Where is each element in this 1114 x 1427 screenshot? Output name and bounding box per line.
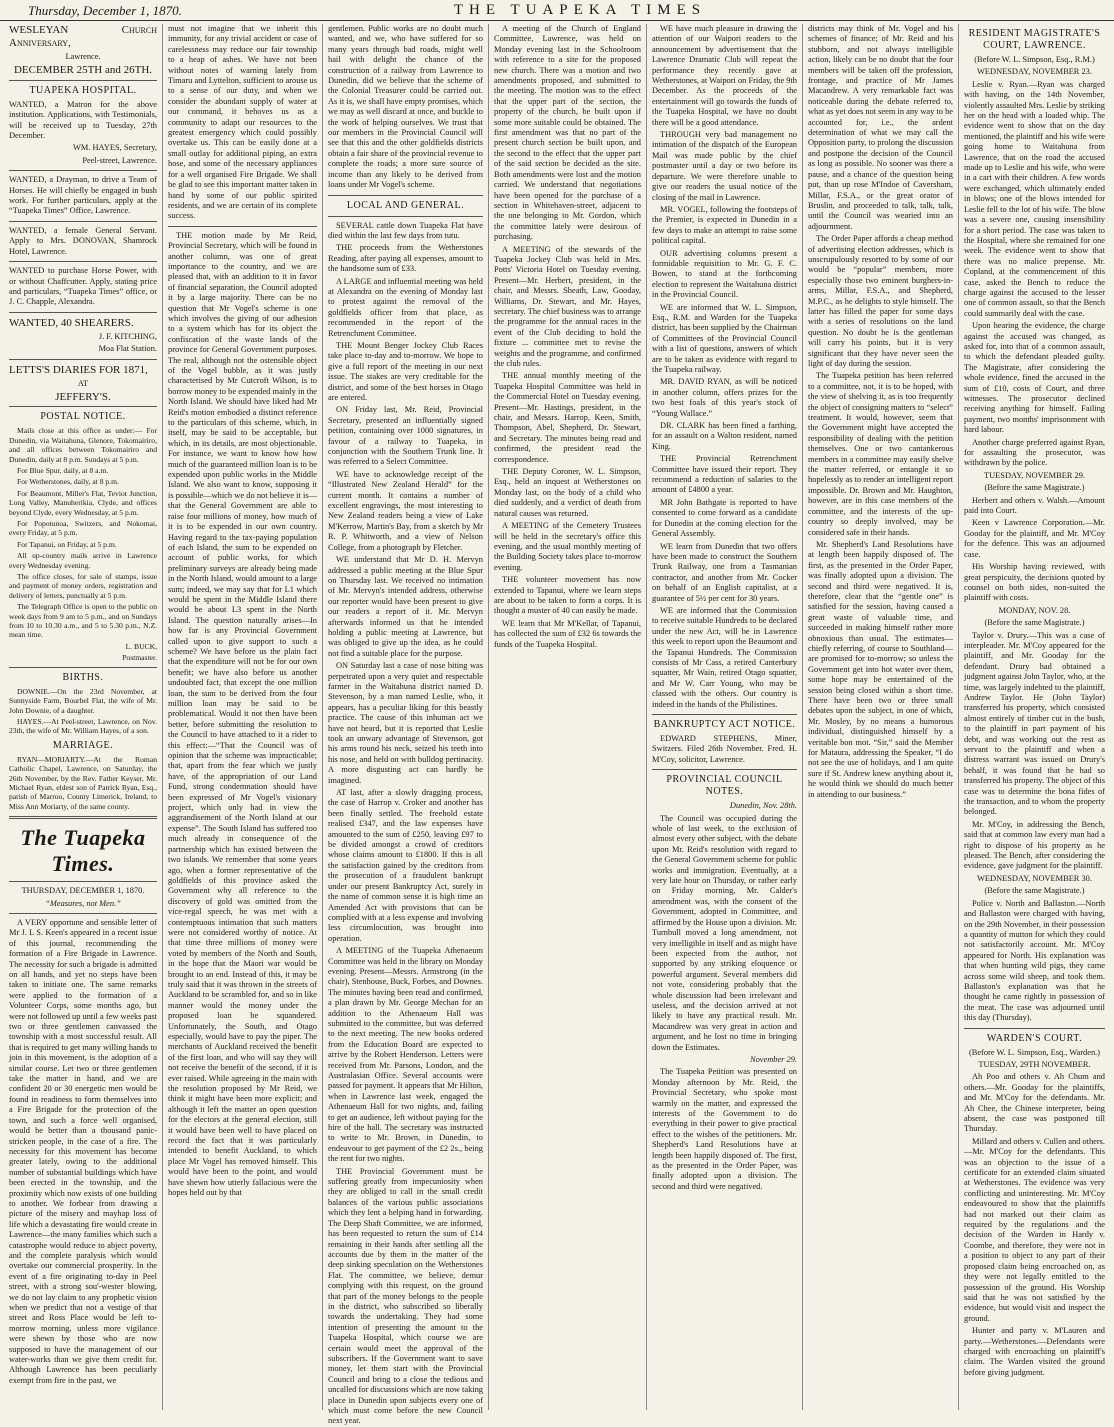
local-item: THE Provincial Government must be suffering greatly from impecuniosity when they are obliged to call in the small credit balances of the various public associations which they lent a helping hand in forwarding. The Deep Shaft Committee, we are informed, has been requested to return the sum of £14 remaining in their hands after settling all the accounts due by them in the matter of the deep sinking speculation on the Wetherstones Flat. The committee, we believe, demur complying with this request, on the ground that part of the money belongs to the people in the district, who subscribed so liberally towards the undertaking. They had some intention of presenting the amount to the Tuapeka Hospital, which course we are certain would meet the approval of the subscribers. If the Government want to save money, let them start with the Provincial Council and bring to a close the tedious and uncalled for discussions which are now taking place in Dunedin upon subjects every one of which must come before the new Council next year. bbox=[328, 1166, 483, 1426]
ad-hospital-sign: WM. HAYES, Secretary, bbox=[72, 143, 157, 153]
births-heading: BIRTHS. bbox=[62, 671, 104, 683]
editorial-motto: “Measures, not Men.” bbox=[45, 898, 121, 908]
local-item: SEVERAL cattle down Tuapeka Flat have died within the last few days from tutu. bbox=[328, 220, 483, 240]
court-day: MONDAY, NOV. 28. bbox=[998, 605, 1071, 615]
editorial-dateline: THURSDAY, DECEMBER 1, 1870. bbox=[21, 886, 145, 896]
postal-line: Mails close at this office as under:— For Dunedin, via Waitahuna, Glenore, Tokomairiro, and all offices between Tokomairiro and Dunedin, daily at 8 p.m. Sundays at 5 p.m. bbox=[9, 426, 157, 464]
birth-notice: DOWNIE.—On the 23rd November, at Sunnyside Farm, Bourbel Flat, the wife of Mr. John Downie, of a daughter. bbox=[9, 686, 157, 715]
bankruptcy-heading: BANKRUPTCY ACT NOTICE. bbox=[653, 719, 796, 730]
ad-horse-power: WANTED to purchase Horse Power, with or without Chaffcutter. Apply, stating price and particulars, “Tuapeka Times” office, or J. C. Chapple, Alexandra. bbox=[9, 266, 157, 307]
local-item: THE proceeds from the Wetherstones Reading, after paying all expenses, amount to the handsome sum of £33. bbox=[328, 243, 483, 274]
local-item: MR. VOGEL, following the footsteps of the Premier, is expected in Dunedin in a few days to make an attempt to raise some political capital. bbox=[652, 204, 797, 246]
ad-wesleyan: WESLEYAN Church Anniversary, bbox=[9, 24, 157, 49]
columns bbox=[4, 24, 1110, 1426]
court-before: (Before the same Magistrate.) bbox=[984, 618, 1085, 628]
local-item: WE learn from Dunedin that two offers have been made to construct the Southern Trunk Railway, one from a Tasmanian contractor, and another from Mr. Cocker on behalf of an English capitalist, at a guarantee of 5½ per cent for 30 years. bbox=[652, 541, 797, 603]
council-paragraph: The Council was occupied during the whole of last week, to the exclusion of almost every other subject, with the debate upon Mr. Reid's resolution with regard to the General Government scheme for public works and immigration. Eventually, at a very late hour on Thursday, or rather early on Friday morning, Mr. Calder's amendment was, with the consent of the Government, adopted in Committee, and affirmed by the House upon a division. Mr. Turnbull moved a long amendment, not very intelligible in itself and as might have been expected from the author, not supported by any striking eloquence or powerful argument. Several members did not vote, considering probably that the whole discussion had been irrelevant and useless, and the decision arrived at not likely to have any practical result. Mr. Macandrew was very great in action and argument, and he lost no time in bringing down the Estimates. bbox=[652, 813, 797, 1052]
ad-wesleyan-place: Lawrence. bbox=[65, 52, 101, 61]
masthead-date: Thursday, December 1, 1870. bbox=[28, 3, 182, 18]
ad-hospital-heading: TUAPEKA HOSPITAL. bbox=[29, 84, 137, 96]
column-6 bbox=[802, 24, 958, 1410]
local-item: THE Provincial Retrenchment Committee have issued their report. They recommend a reduction of salaries to the amount of £4800 a year. bbox=[652, 454, 797, 495]
local-item: AT last, after a slowly dragging process, the case of Harrop v. Croker and another has been finally settled. The freehold estate realised £347, and the law expenses have amounted to the sum of £250, leaving £97 to be divided amongst a crowd of creditors whose claims amount to £1800. If this is all the satisfaction gained by the creditors from the prosecution of a fraudulent bankrupt under our present Bankruptcy Act, surely in the name of common sense it is high time an Amended Act with provisions that can be complied with at a less expense and involving less circumlocution, was brought into operation. bbox=[328, 788, 483, 943]
ad-letts-name: JEFFERY'S. bbox=[55, 390, 111, 403]
postal-line: The Telegraph Office is open to the public on week days from 9 am to 5 p.m., and on Sundays from 10 to 10.30 a.m., and 5 to 5.30 p.m., N.Z. mean time. bbox=[9, 602, 157, 640]
local-item: ON Friday last, Mr. Reid, Provincial Secretary, presented an influentially signed petition, containing over 1000 signatures, in favour of a railway to Tuapeka, in conjunction with the Southern Trunk line. It was referred to a Select Committee. bbox=[328, 405, 483, 467]
court-before: (Before the same Magistrate.) bbox=[984, 483, 1085, 493]
marriage-heading: MARRIAGE. bbox=[52, 739, 114, 751]
court-case: Leslie v. Ryan.—Ryan was charged with having, on the 14th November, violently assaulted Mrs. Leslie by striking her on the head with a loaded whip. The evidence went to show that on the day mentioned, the plaintiff and his wife were going home to Waitahuna from Lawrence, that on the road the accused made up to Leslie and his wife, who were in a cart with their children. A few words were exchanged, which ultimately ended in blows; one of the blows intended for Leslie fell to the lot of his wife. The blow was a severe one, causing insensibility for a short period. The case was taken to the Hospital, where she remained for one week. The evidence went to show that there was no malice prepense. Mr. Copland, at the commencement of this case, asked the Bench to reduce the charge against the accused to the lesser one of common assault, so that the Bench could summarily deal with the case. bbox=[964, 79, 1105, 318]
local-item: A meeting of the Church of England Committee, Lawrence, was held on Monday evening last in the Schoolroom with reference to a site for the proposed new church. There was a motion and two amendments proposed, and submitted to the meeting. The motion was to the effect that the upper part of the section, the property of the church, be built upon if some more suitable could be obtained. The first amendment was that no part of the present church section be built upon, and the second to the effect that the upper part of the said section be decided as the site. Both amendments were lost and the motion carried. We understand that negotiations have been opened for the purchase of a section in Whitehaven-street, adjacent to the one belonging to Mr. Gordon, which the committee lately were desirous of purchasing. bbox=[494, 24, 641, 242]
local-item: WE have much pleasure in drawing the attention of our Waipori readers to the announcement by advertisement that the Lawrence Dramatic Club will repeat the performance they recently gave at Wetherstones, at Waipori on Friday, the 9th December. As the proceeds of the entertainment will go towards the funds of the Tuapeka Hospital, we have no doubt there will be a good attendance. bbox=[652, 24, 797, 127]
court-case: Hunter and party v. M'Lauren and party.—Wetherstones.—Defendants were charged with encroaching on plaintiff's claim. The Warden visited the ground before giving judgment. bbox=[964, 1326, 1105, 1377]
court-case: Millard and others v. Cullen and others.—Mr. M'Coy for the defendants. This was an objection to the issue of a certificate for an extended claim situated at Wetherstones. The evidence was very conflicting and uninteresting. Mr. M'Coy endeavoured to show that the plaintiffs had not marked out their claim as required by the regulations and the decision of the Warden in Hardy v. Coombe, and therefore, they were not in a position to object to any part of their proposed claim being encroached on, as they were not legally entitled to the possession of the ground. His Worship said that he was not satisfied by the evidence, but would visit and inspect the ground. bbox=[964, 1136, 1105, 1323]
postal-line: For Beaumont, Miller's Flat, Teviot Junction, Long Valley, Manuherikia, Clyde, and offices beyond Clyde, every Wednesday, at 5 p.m. bbox=[9, 488, 157, 517]
column-7 bbox=[958, 24, 1110, 1410]
court-heading: RESIDENT MAGISTRATE'S COURT, LAWRENCE. bbox=[968, 28, 1101, 51]
newspaper-title: The Tuapeka Times. bbox=[20, 825, 146, 877]
editorial-vogel-scheme: THE motion made by Mr Reid, Provincial Secretary, which will be found in another column, was one of great importance to the country, and we are pleased that, with an addition to it in favor of financial separation, the Council adopted it by a large majority. There can be no question that Mr Vogel's scheme is one which involves the giving of our adhesion to a system which has for its object the confiscation of the waste lands of the province for General Government purposes. The real, although not the ostensible object of the Vogel bubble, as it was justly characterised by Mr Cutcroft Wilson, is to borrow money to be expended mainly in the North Island. We should have liked had Mr Reid's motion embodied a distinct reference to the particulars of this scheme, which, in itself, may be said to be acceptable, but which, in its details, are most objectionable. For instance, we want to know how how much of the guaranteed million loan is to be expended upon public works in the Middle Island. We also want to know, supposing it is possible—which we do not believe it is—that the General Government are able to raise four millions of money, how much of it is to be expended in our own country. Having regard to the tax-paying population of each Island, the sum to be expended on account of public works, for which preliminary surveys are already being made in the North Island, would amount to a large sum; indeed, we may say that for L1 which would be spent in the Middle Island there would be about L3 spent in the North Island. The question naturally arises—In how far is any Provincial Government called upon to give support to such a scheme? We have before us the plain fact that the expenditure will not be for our own benefit; we have also before us another undoubted fact, that except the one million loan, the sum to be derived from the four million loan may be said to be problematical. Would it not then have been better, before submitting the resolution to the Council to have attached to it a rider to this effect:—“That the Council was of opinion that the scheme was impracticable; that, apart from the fear which we justly have, of the appropriation of our Land Fund, strong condemnation should have been expressed of Mr Vogel's visionary project, which only had in view the aggrandisement of the North Island at our expense”. The South Island has suffered too much already in consequence of the partnership which has existed between the two islands. We remember that some years ago, when a former representative of the goldfields of this province asked the Government why all reference to the discovery of gold was omitted from the vice-regal speech, he was met with a contemptuous intimation that such matters were not considered worthy of notice. At that time three millions of money were voted by members of the North and South, in the hope that the Maori war would be brought to an end. Instead of this, it may be truly said that it was thrown in the streets of Auckland to be scrambled for, and so in like manner would the money under the proposed loan be squandered. Unfortunately, the South, and Otago especially, would have to pay the piper. The merchants of Auckland received the benefit of the first loan, and who will say they will not receive the benefit of the second, if it is ever raised. While agreeing in the main with the resolution proposed by Mr Reid, we think it might have been more explicit; and although it left the matter an open question for the electors at the general election, still it would have been well to have placed on record the fact that it was particularly intended to benefit Auckland, to which place Mr Vogel has removed himself. This would have been to the point, and would have shewn how utterly fallacious were the hopes held out by that bbox=[168, 230, 317, 1198]
council-notes-heading: PROVINCIAL COUNCIL NOTES. bbox=[666, 774, 783, 798]
postal-sign: L. BUCK, bbox=[125, 641, 157, 651]
local-item: THE Mount Benger Jockey Club Races take place to-day and to-morrow. We hope to give a full report of the meeting in our next issue. The stakes are very creditable for the district, and some of the best horses in Otago are entered. bbox=[328, 340, 483, 402]
local-item: THE Deputy Coroner, W. L. Simpson, Esq., held an inquest at Wetherstones on Monday last, on the body of a child who died suddenly, and a verdict of death from natural causes was returned. bbox=[494, 467, 641, 518]
court-case: Ah Poo and others v. Ah Chum and others.—Mr. Gooday for the plaintiffs, and Mr. M'Coy for the defendants. Mr. Ah Chee, the Chinese interpreter, being absent, the case was postponed till Thursday. bbox=[964, 1072, 1105, 1134]
court-case: Keen v Lawrence Corporation.—Mr. Gooday for the plaintiff, and Mr. M'Coy for the defence. This was an adjourned case. bbox=[964, 518, 1105, 559]
council-paragraph: Mr. Shepherd's Land Resolutions have at length been happily disposed of. The first, as the presented in the Order Paper, was finally adopted upon a division. The second and third were negatived. It is, therefore, clear that the “gentle one” is satisfied for the session, having caused a great waste of valuable time, and succeeded in making himself rather more obnoxious than usual. The estimates—chiefly referring, of course to Southland—are promised for to-morrow; so unless the Government get into hot water over them, some hope may be entertained of the session being closed within a short time. There have been two or three small debates upon the subject, in one of which, Mr. Mosley, by no means a humorous individual, distinguished himself by a veritable bon mot. “Sir,” said the Member for Mataura, addressing the Speaker, “I do not see the use of holidays, and I am quite sure if St. Andrew knew anything about it, he would think we should do much better in attending to our business.” bbox=[808, 539, 953, 799]
births-notices bbox=[9, 672, 157, 811]
local-item: A MEETING of the Tuapeka Athenaeum Committee was held in the library on Monday evening. Present—Messrs. Armstrong (in the chair), Stenhouse, Buck, Forbes, and Downes. The minutes having been read and confirmed, a plan drawn by Mr. George Mechan for an addition to the Athenaeum Hall was submitted to the committee, but was deferred to the next meeting. The new books ordered from the Education Board are expected to arrive by the Robert Henderson. Letters were received from Mr. Parsons, London, and the Australasian Office. Several accounts were passed for payment. It appears that Mr Hilton, when in Lawrence last week, engaged the Athenaeum Hall for two nights, and, failing to get an audience, left without paying for the hire of the hall. The secretary was instructed to write to Mr. Brown, in Dunedin, to endeavour to get payment of the £2 2s., being the rent for two nights. bbox=[328, 946, 483, 1164]
court-day: WEDNESDAY, NOVEMBER 23. bbox=[977, 67, 1092, 77]
council-paragraph: The Tuapeka Petition was presented on Monday afternoon by Mr. Reid, the Provincial Secretary, who spoke most warmly on the matter, and expressed the interests of the Government to do everything in their power to give practical effect to the wishes of the petitioners. Mr. Shepherd's Land Resolutions have at length been happily disposed of. The first, as the presented in the Order Paper, was finally adopted upon a division. The second and third were negatived. bbox=[652, 1067, 797, 1191]
bankruptcy-notice: EDWARD STEPHENS, Miner, Switzers. Filed 26th November. Fred. H. M'Coy, solicitor, Lawrence. bbox=[652, 734, 797, 764]
postal-sign2: Postmaster. bbox=[122, 653, 157, 663]
local-item: WE learn that Mr M'Kellar, of Tapanui, has collected the sum of £32 6s towards the funds of the Tuapeka Hospital. bbox=[494, 618, 641, 649]
birth-notice: HAYES.—At Peel-street, Lawrence, on Nov. 23th, the wife of Mr. William Hayes, of a son. bbox=[9, 716, 157, 736]
editorial-continued: must not imagine that we inherit this immunity, for any trivial accident or case of carelessness may reduce our fair township to a heap of ashes. We have not been without notes of warning lately from Timaru and Lyttelton, sufficient to arouse us to a sense of our duty, and when we consider the abundant supply of water at our command, it behoves us as a community to adapt our resources to the greatest emergency which could possibly overtake us. This can be easily done at a small outlay for additional piping, an extra hose, and some of the necessary appliances for a well organised Fire Brigade. We shall be glad to see this important matter taken in hand by some of our public spirited residents, and we are certain of its complete success. bbox=[168, 24, 317, 221]
postal-line: For Wetherstones, daily, at 8 p.m. bbox=[17, 477, 119, 487]
ad-wesleyan-dates: DECEMBER 25TH and 26TH. bbox=[13, 64, 153, 77]
postal-line: The office closes, for sale of stamps, issue and payment of money orders, registration and delivery of letters, punctually at 5 p.m. bbox=[9, 572, 157, 600]
postal-line: For Blue Spur, daily, at 8 a.m. bbox=[17, 465, 109, 475]
court-case: His Worship having reviewed, with great perspicuity, the decisions quoted by counsel on both sides, non-suited the plaintiff with costs. bbox=[964, 562, 1105, 603]
masthead bbox=[0, 0, 1114, 21]
postal-line: For Popotunoa, Switzers, and Nokomai, every Friday, at 5 p.m. bbox=[9, 519, 157, 538]
warden-court-heading: WARDEN'S COURT. bbox=[986, 1032, 1083, 1044]
council-paragraph: districts may think of Mr. Vogel and his schemes of finance; of Mr. Reid and his stubborn, and not always intelligible action, likely can be no doubt that the four members will be taken off the profession, frontage, and practice of Mr James Macandrew. A very remarkable fact was noticeable during the debate referred to, what as yet does not seem in any way to be accounted for, i.e., the ardent determination of what we may call the Opposition party, to prolong the discussion and postpone the decision of the Council as long as possible. No sooner was there a pause, and a chance of the question being put, than up rose M'Indoe of Caversham, Millar, F.S.A., or the great orator of Bruslin, and proceeded to talk, talk, talk, until the Council was wearied into an adjournment. bbox=[808, 24, 953, 231]
court-case: Taylor v. Drury.—This was a case of interpleader. Mr. M'Coy appeared for the plaintiff, and Mr. Gooday for the defendant. Drury had obtained a judgment against John Taylor, who, at the time, was largely indebted to the plaintiff, Andrew Taylor. He (John Taylor) transferred his property, which consisted almost entirely of timber cut in the bush, to the plaintiff in part payment of his debt, and was working out the rest as servant to the plaintiff and when a distress warrant was issued on Drury's behalf, it was found that he had so transferred his property. The object of this case was to determine the bona fides of the transaction, and to whom the property belonged. bbox=[964, 630, 1105, 817]
court-day: TUESDAY, 29TH NOVEMBER. bbox=[978, 1059, 1091, 1069]
postal-line: All up-country mails arrive in Lawrence every Wednesday evening. bbox=[9, 551, 157, 570]
court-case: Another charge preferred against Ryan, for assaulting the prosecutor, was withdrawn by the police. bbox=[964, 437, 1105, 468]
court-day: TUESDAY, NOVEMBER 29. bbox=[984, 470, 1085, 480]
local-item: ON Saturday last a case of nose biting was perpetrated upon a very quiet and respectable farmer in the Waitahuna district named D. Stevenson, by a man named Leslie, who, it appears, has a peculiar liking for this beastly practice. The cause of this inhuman act we have not heard, but it is reported that Leslie took an unwary advantage of Stevenson, got his arms round his neck, seized his teeth into his nose, and held on with bulldog pertinacity. A more disgusting act can hardly be imagined. bbox=[328, 661, 483, 785]
postal-line: For Tapanui, on Friday, at 5 p.m. bbox=[17, 539, 117, 549]
local-item: WE have to acknowledge receipt of the “Illustrated New Zealand Herald” for the current month. It contains a number of excellent engravings, the most interesting to New Zealand readers being a view of Lake M'Kerrow, Martin's Bay, from a sketch by Mr R. P. Whitworth, and a view of Nelson College, from a photograph by Fletcher. bbox=[328, 469, 483, 552]
local-item: A MEETING of the Cemetery Trustees will be held in the secretary's office this evening, and the usual monthly meeting of the Building Society takes place to-morrow evening. bbox=[494, 521, 641, 572]
court-case: Mr. M'Coy, in addressing the Bench, said that at common law every man had a right to dispose of his property as he pleased. The Bench, after considering the evidence, gave judgment for the plaintiff. bbox=[964, 819, 1105, 871]
local-item: THROUGH very bad management no intimation of the dispatch of the European Mail was made public by the chief postmaster until a day or two before its departure. We were therefore unable to give our readers the usual notice of the closing of the mail in Lawrence. bbox=[652, 130, 797, 202]
local-item: THE annual monthly meeting of the Tuapeka Hospital Committee was held in the Commercial Hotel on Tuesday evening. Present—Mr. Hastings, president, in the chair, and Messrs. Harrop, Keen, Smith, Thompson, Abel, Shepherd, Dr. Stewart, and Secretary. The minutes being read and confirmed, the president read the correspondence. bbox=[494, 371, 641, 464]
court-case: Herbert and others v. Walsh.—Amount paid into Court. bbox=[964, 495, 1105, 516]
court-case: Police v. North and Ballaston.—North and Ballaston were charged with having, on the 29th November, in their possession a quantity of mutton for which they could not satisfactorily account. Mr. M'Coy appeared for North. His explanation was that when hunting wild pigs, they came across some wild sheep, and took them. Ballaston's explanation was that he thought he came rightly in possession of the meat. The case was adjourned until this day (Thursday). bbox=[964, 898, 1105, 1023]
council-paragraph: The Tuapeka petition has been referred to a committee, not, it is to be hoped, with the view of shelving it, as is too frequently the object of consigning matters to “select” treatment. It would, however, seem that the Government might have accepted the responsibility of dealing with the petition themselves. One or two cantankerous members in a committee may easily shelve the matter referred, or entangle it so hopelessly as to render an intelligent report impossible. Dr. Brown and Mr. Haughton, however, are in this case members of the committee, and the interests of the up-country so deeply involved, may be considered safe in their hands. bbox=[808, 371, 953, 537]
ad-servant: WANTED, a female General Servant. Apply to Mrs. DONOVAN, Shamrock Hotel, Lawrence. bbox=[9, 225, 157, 256]
court-case: Upon hearing the evidence, the charge against the accused was changed, as asked for, into that of a common assault, to which the defendant pleaded guilty. The Magistrate, after considering the whole evidence, fined the accused in the sum of £10, costs of Court, and three witnesses. The prosecutor declined receiving anything for himself. Failing payment, two months' imprisonment with hard labour. bbox=[964, 321, 1105, 435]
ad-shearers: WANTED, 40 SHEARERS. bbox=[9, 316, 134, 329]
court-day: WEDNESDAY, NOVEMBER 30. bbox=[977, 873, 1092, 883]
ad-letts-at: AT bbox=[77, 378, 89, 388]
council-dateline: Dunedin, Nov. 28th. bbox=[729, 801, 797, 811]
ad-drayman: WANTED, a Drayman, to drive a Team of Horses. He will chiefly be engaged in bush work. For further particulars, apply at the “Tuapeka Times” Office, Lawrence. bbox=[9, 175, 157, 216]
local-item: WE understand that Mr D. H. Mervyn addressed a public meeting at the Blue Spur on Thursday last. We received no intimation of Mr. Mervyn's intended address, otherwise our reporter would have been present to give our readers a report of it. Mr. Mervyn afterwards informed us that he intended holding a public meeting at Lawrence, but was obliged to give up the idea, as he could not find a suitable place for the purpose. bbox=[328, 555, 483, 658]
council-paragraph: The Order Paper affords a cheap method of advertising election addresses, which is unscrupulously resorted to by some of our would be “popular” members, more especially those two eminent burghers-in-arms, Millar, F.S.A., and Shepherd, M.P.C., as he delights to style himself. The latter has filled the paper for some days with a series of resolutions on the land question. No doubt he is the gentleman will carry his points, but it is very significant that they have never seen the light of day during the session. bbox=[808, 234, 953, 368]
marriage-notice: RYAN—MORIARTY.—At the Roman Catholic Chapel, Lawrence, on Saturday, the 26th November, by the Rev. Father Keyser, Mr. Michael Ryan, eldest son of Patrick Ryan, Esq., parish of Marroo, County Limerick, Ireland, to Miss Ann Moriarty, of the same county. bbox=[9, 754, 157, 811]
ad-letts-diaries: LETTS'S DIARIES FOR 1871, bbox=[9, 363, 148, 376]
local-item: WE are informed that W. L. Simpson, Esq., R.M. and Warden for the Tuapeka district, has been supplied by the Chairman of Committees of the Provincial Council with a list of questions, answers of which are to be taken as evidence with regard to the Tuapeka railway. bbox=[652, 302, 797, 374]
postal-notice bbox=[9, 411, 157, 662]
local-item: MR. DAVID RYAN, as will be noticed in another column, offers prizes for the two best foals of this year's stock of “Young Wallace.” bbox=[652, 377, 797, 418]
editorial-fire-brigade: A VERY opportune and sensible letter of Mr J. L S. Keen's appeared in a recent issue of this journal, recommending the formation of a Fire Brigade in Lawrence. The necessity for such a brigade is admitted on all hands, and yet no steps have been taken to initiate one. The same remarks were applied to the formation of a Volunteer Corps, some months ago, but were not followed up until a few weeks past two or three gentlemen canvassed the township with a most successful result. All that is required to get many willing hands to join in this movement, is the adoption of a similar course. Let two or three gentlemen take the matter in hand, and we are confident 20 or 30 energetic men would be found in readiness to form themselves into a Fire Brigade for the protection of the town, and such a force well organised, would be better than a thousand panic-stricken people, in the case of a fire. The necessity for this movement has become greater lately, owing to the additional number of substantial buildings which have been erected in the township, and the proximity which now exists of one building to another. We forbear from drawing a picture of the misery and mayhap loss of life which a devastating fire would create in Lawrence—the many families which such a catastrophe would reduce to abject poverty, and the complete paralysis which would overtake our commercial prosperity. In the event of a fire originating to-day in Peel street, with a strong sou'-wester blowing, we do not lay claim to any prophetic vision when we predict that not a vestige of that street and Ross Place would be left to-morrow morning, unless more vigilance were shewn by those who are now supposed to have the management of our water-works than we give them credit for. Although Lawrence has been peculiarly exempt from fire in the past, we bbox=[9, 917, 157, 1385]
warden-before: (Before W. L. Simpson, Esq., Warden.) bbox=[968, 1047, 1101, 1057]
column-5 bbox=[646, 24, 802, 1410]
ad-shearers-sign: J. F. KITCHING, bbox=[98, 331, 157, 341]
column-2 bbox=[162, 24, 322, 1410]
local-item: DR. CLARK has been fined a farthing, for an assault on a Walton resident, named King. bbox=[652, 421, 797, 451]
council-dateline-2: November 29. bbox=[750, 1054, 797, 1064]
court-before: (Before W. L. Simpson, Esq., R.M.) bbox=[974, 55, 1095, 64]
ad-shearers-place: Moa Flat Station. bbox=[98, 344, 157, 354]
ad-hospital-sign2: Peel-street, Lawrence. bbox=[82, 155, 157, 165]
column-3 bbox=[322, 24, 488, 1426]
court-before: (Before the same Magistrate.) bbox=[984, 886, 1085, 896]
local-item: THE volunteer movement has now extended to Tapanui, where we learn steps are about to be taken to form a corps. It is thought a muster of 40 can easily be made. bbox=[494, 575, 641, 616]
local-item: A LARGE and influential meeting was held at Alexandra on the evening of Monday last to protest against the removal of the goldfields officer from that place, as recommended in the report of the Retrenchment Committee. bbox=[328, 276, 483, 338]
local-item: OUR advertising columns present a formidable requisition to Mr. G. F. C. Bowen, to stand at the forthcoming election to represent the Waitahuna district in the Provincial Council. bbox=[652, 248, 797, 300]
local-item: MR John Bathgate is reported to have consented to come forward as a candidate for Dunedin at the coming election for the General Assembly. bbox=[652, 497, 797, 539]
local-item: WE are informed that the Commission to receive suitable Hundreds to be declared under the new Act, will be in Lawrence this week to report upon the Beaumont and the Tapanui Hundreds. The Commission consists of Mr Cass, a retired Canterbury squatter, Mr Wain, retired Otago squatter, and Mr W. Carr Young, who may be classed with the others. Our country is indeed in the hands of the Philistines. bbox=[652, 605, 797, 709]
local-item: A MEETING of the stewards of the Tuapeka Jockey Club was held in Mrs. Potts' Victoria Hotel on Tuesday evening. Present—Mr. Herbert, president, in the chair, and Messrs. Sheath, Law, Gooday, Williams, Dr. Stewart, and Mr. Hayes, secretary. The chief business was to arrange the programme for the annual races in the event of the Club deciding to hold the fixture ... committee met to revise the weights and the programme, and confirmed the club rules. bbox=[494, 244, 641, 368]
local-general-heading: LOCAL AND GENERAL. bbox=[346, 199, 465, 211]
postal-heading: POSTAL NOTICE. bbox=[40, 411, 126, 423]
editorial-continued: gentlemen. Public works are no doubt much wanted, and we, who have suffered for so many years through bad roads, might well hail with delight the chance of the construction of a railway from Lawrence to Dunedin, did we believe that the scheme of the Colonial Treasurer could be carried out. As it is, we shall have empty promises, which we may as well discard at once, and buckle to the work of helping ourselves. We trust that our members in the Provincial Council will see that this and the other goldfields districts obtain a fair share of the provincial revenue to complete the roads; a more sure source of income than any likely to be derived from loans under Mr Vogel's scheme. bbox=[328, 24, 483, 190]
column-4 bbox=[488, 24, 646, 1410]
masthead-paper-name: THE TUAPEKA TIMES bbox=[453, 2, 707, 18]
ad-hospital-body: WANTED, a Matron for the above institution. Applications, with Testimonials, will be received up to Tuesday, 27th December. bbox=[9, 99, 157, 141]
column-1 bbox=[4, 24, 162, 1410]
